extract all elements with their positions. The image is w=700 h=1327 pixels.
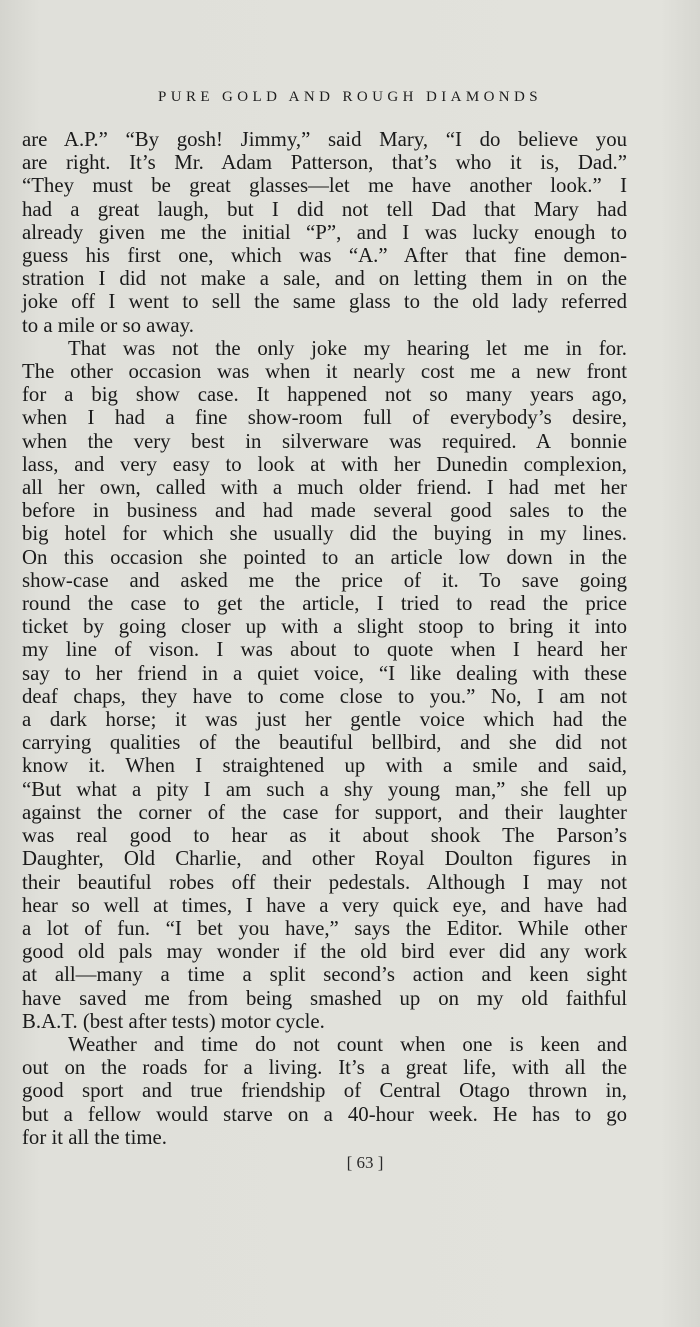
text-line: out on the roads for a living. It’s a great life, with all the <box>22 1056 627 1080</box>
text-line: guess his first one, which was “A.” After that fine demon- <box>22 244 627 268</box>
text-line: had a great laugh, but I did not tell Dad that Mary had <box>22 197 627 221</box>
text-line: round the case to get the article, I tried to read the price <box>22 592 627 616</box>
text-line: have saved me from being smashed up on my old faithful <box>22 986 627 1010</box>
text-line: deaf chaps, they have to come close to you.” No, I am not <box>22 684 627 708</box>
text-line: say to her friend in a quiet voice, “I like dealing with these <box>22 661 627 685</box>
text-line: lass, and very easy to look at with her Dunedin complexion, <box>22 452 627 476</box>
text-line: when I had a fine show-room full of everybody’s desire, <box>22 406 627 430</box>
text-line: good sport and true friendship of Central Otago thrown in, <box>22 1079 627 1103</box>
text-line: know it. When I straightened up with a smile and said, <box>22 754 627 778</box>
text-line: show-case and asked me the price of it. To save going <box>22 568 627 592</box>
text-line: “But what a pity I am such a shy young man,” she fell up <box>22 777 627 801</box>
text-line: already given me the initial “P”, and I was lucky enough to <box>22 220 627 244</box>
running-head: PURE GOLD AND ROUGH DIAMONDS <box>157 89 543 105</box>
text-line: Daughter, Old Charlie, and other Royal Doulton figures in <box>22 847 627 871</box>
body-text <box>22 128 627 1149</box>
page-number: [ 63 ] <box>346 1153 384 1172</box>
text-line: their beautiful robes off their pedestals. Although I may not <box>22 870 627 894</box>
text-line: for it all the time. <box>22 1125 167 1149</box>
text-line: for a big show case. It happened not so many years ago, <box>22 383 627 407</box>
text-line: hear so well at times, I have a very quick eye, and have had <box>22 893 627 917</box>
text-line: my line of vison. I was about to quote when I heard her <box>22 638 627 662</box>
text-line: ticket by going closer up with a slight stoop to bring it into <box>22 615 627 639</box>
text-line: at all—many a time a split second’s action and keen sight <box>22 963 627 987</box>
text-line: are A.P.” “By gosh! Jimmy,” said Mary, “I do believe you <box>22 128 627 151</box>
text-line: stration I did not make a sale, and on letting them in on the <box>22 267 627 291</box>
text-line: a dark horse; it was just her gentle voice which had the <box>22 708 627 732</box>
text-line: are right. It’s Mr. Adam Patterson, that’s who it is, Dad.” <box>22 151 627 175</box>
paragraph-first-line: Weather and time do not count when one is keen and <box>68 1032 627 1056</box>
text-line: was real good to hear as it about shook The Parson’s <box>22 824 627 848</box>
text-line: good old pals may wonder if the old bird ever did any work <box>22 940 627 964</box>
text-line: On this occasion she pointed to an article low down in the <box>22 545 627 569</box>
text-line: when the very best in silverware was required. A bonnie <box>22 429 627 453</box>
text-line: a lot of fun. “I bet you have,” says the Editor. While other <box>22 916 627 940</box>
text-line: big hotel for which she usually did the buying in my lines. <box>22 522 627 546</box>
paragraph-first-line: That was not the only joke my hearing let me in for. <box>68 336 627 360</box>
text-line: “They must be great glasses—let me have another look.” I <box>22 174 627 198</box>
text-line: before in business and had made several good sales to the <box>22 499 627 523</box>
text-line: joke off I went to sell the same glass to the old lady referred <box>22 290 627 314</box>
text-line: but a fellow would starve on a 40-hour week. He has to go <box>22 1102 627 1126</box>
text-line: B.A.T. (best after tests) motor cycle. <box>22 1009 325 1033</box>
text-line: all her own, called with a much older friend. I had met her <box>22 476 627 500</box>
text-line: to a mile or so away. <box>22 313 194 337</box>
text-line: against the corner of the case for support, and their laughter <box>22 800 627 824</box>
text-line: carrying qualities of the beautiful bellbird, and she did not <box>22 731 627 755</box>
text-line: The other occasion was when it nearly cost me a new front <box>22 360 627 384</box>
